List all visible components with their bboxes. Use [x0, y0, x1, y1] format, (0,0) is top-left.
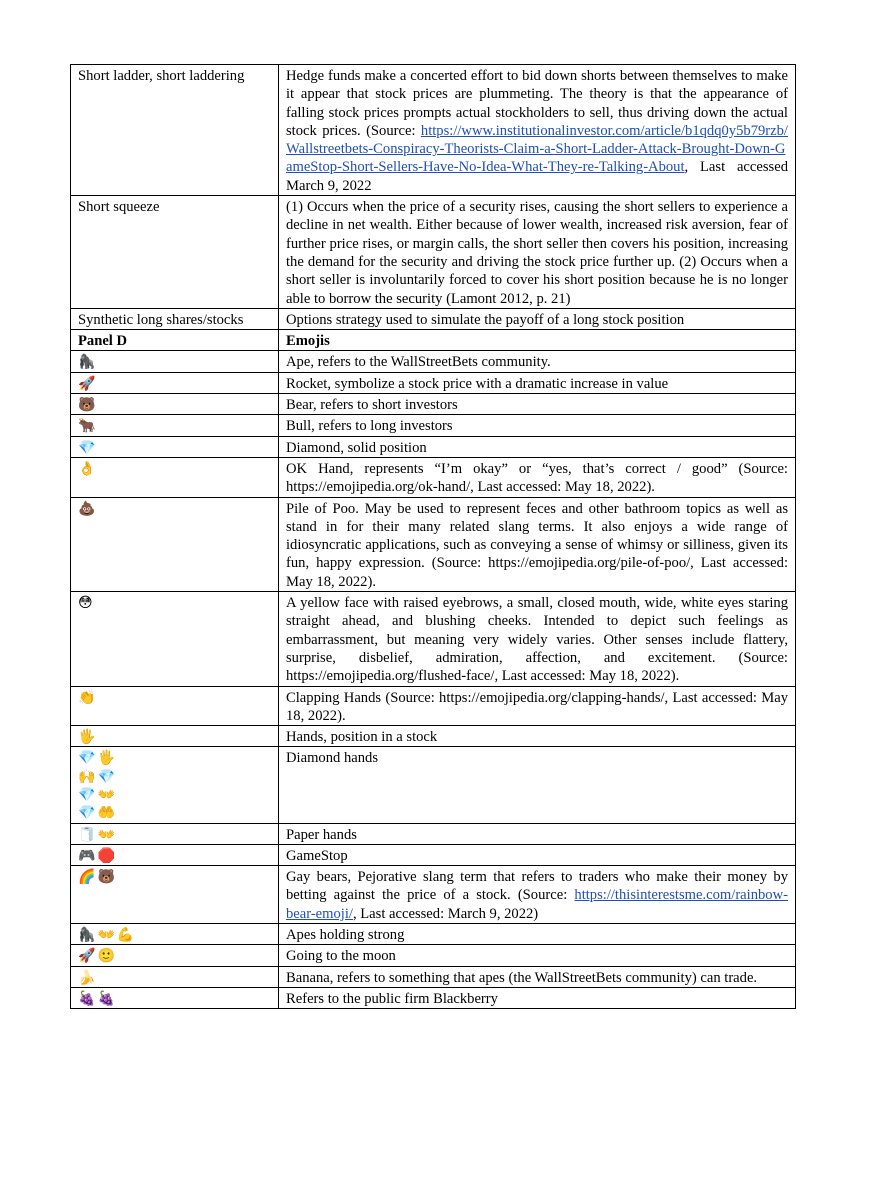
emoji-definition [279, 924, 796, 945]
emoji-icon: 🐂 [78, 418, 96, 435]
emoji-definition [279, 747, 796, 823]
table-row [71, 308, 796, 329]
emoji-line [78, 594, 271, 612]
emoji-definition [279, 987, 796, 1008]
emoji-cell [71, 457, 279, 497]
emoji-cell [71, 987, 279, 1008]
definition-text: Hands, position in a stock [286, 729, 438, 746]
emoji-icon: 🙂 [97, 948, 115, 965]
emoji-line [78, 786, 271, 804]
emoji-definition [279, 686, 796, 726]
emoji-definition [279, 372, 796, 393]
emoji-cell [71, 497, 279, 591]
emoji-row [71, 497, 796, 591]
emoji-row [71, 987, 796, 1008]
emoji-row [71, 351, 796, 372]
emoji-icon: 👐 [97, 786, 115, 803]
emoji-icon: 🚀 [78, 948, 96, 965]
emoji-row [71, 747, 796, 823]
term-cell: Short ladder, short laddering [71, 65, 279, 196]
emoji-line [78, 926, 271, 944]
emoji-icon: 💩 [78, 500, 96, 517]
emoji-definition [279, 436, 796, 457]
emoji-row [71, 394, 796, 415]
emoji-line [78, 947, 271, 965]
emoji-icon: 👏 [78, 689, 96, 706]
emoji-line [78, 969, 271, 987]
emoji-icon: 🧻 [78, 826, 96, 843]
emoji-row [71, 726, 796, 747]
emoji-icon: 👐 [97, 927, 115, 944]
emoji-icon: 👐 [97, 826, 115, 843]
emoji-definition [279, 945, 796, 966]
definition-text: Banana, refers to something that apes (the WallStreetBets community) can trade. [286, 969, 758, 986]
emoji-icon: 🚀 [78, 375, 96, 392]
emoji-cell [71, 592, 279, 686]
panel-header-row [71, 330, 796, 351]
emoji-line [78, 353, 271, 371]
emoji-icon: 🦍 [78, 927, 96, 944]
definition-text: Clapping Hands (Source: https://emojipedia.org/clapping-hands/, Last accessed: May 18, 2022). [286, 689, 788, 724]
emoji-row [71, 686, 796, 726]
emoji-icon: 🛑 [97, 847, 115, 864]
emoji-row [71, 966, 796, 987]
emoji-cell [71, 823, 279, 844]
emoji-line [78, 768, 271, 786]
emoji-definition [279, 351, 796, 372]
source-link[interactable]: https://www.institutionalinvestor.com/article/b1qdq0y5b79rzb/Wallstreetbets-Conspiracy-Theorists-Claim-a-Short-Ladder-Attack-Brought-Down-GameStop-Short-Sellers-Have-No-Idea-What-They-re-Talking-About [286, 122, 788, 176]
emoji-row [71, 945, 796, 966]
emoji-icon: 💪 [116, 927, 135, 944]
emoji-line [78, 749, 271, 767]
definition-text: Diamond, solid position [286, 439, 427, 456]
definition-text: Ape, refers to the WallStreetBets community. [286, 354, 551, 371]
definition-text: Gay bears, Pejorative slang term that refers to traders who make their money by betting against the price of a stock. (Source: [286, 869, 788, 904]
emoji-icon: 🍇 [97, 990, 115, 1007]
emoji-row [71, 844, 796, 865]
emoji-icon: 🎮 [78, 847, 96, 864]
emoji-cell [71, 747, 279, 823]
definition-text: Hedge funds make a concerted effort to bid down shorts between themselves to make it appear that stock prices are plummeting. The theory is that the appearance of falling stock prices prompts actual stockholders to sell, thus driving down the actual stock prices. (Source: [286, 68, 788, 139]
emoji-icon: 💎 [78, 786, 96, 803]
emoji-line [78, 439, 271, 457]
emoji-definition [279, 457, 796, 497]
emoji-icon: 🐻 [97, 869, 115, 886]
emoji-line [78, 689, 271, 707]
emoji-icon: 💎 [97, 768, 115, 785]
emoji-cell [71, 844, 279, 865]
emoji-cell [71, 924, 279, 945]
emoji-row [71, 924, 796, 945]
definition-text: OK Hand, represents “I’m okay” or “yes, that’s correct / good” (Source: https://emojipedia.org/ok-hand/, Last accessed: May 18, 2022). [286, 460, 788, 496]
emoji-cell [71, 686, 279, 726]
emoji-row [71, 372, 796, 393]
term-cell: Synthetic long shares/stocks [71, 308, 279, 329]
emoji-icon: 🖐 [78, 729, 96, 746]
emoji-icon: 🐻 [78, 397, 96, 414]
emoji-line [78, 500, 271, 518]
emoji-icon: 🌈 [78, 869, 96, 886]
emoji-cell [71, 436, 279, 457]
emoji-icon: 🍇 [78, 990, 96, 1007]
emoji-definition [279, 866, 796, 924]
emoji-cell [71, 415, 279, 436]
emoji-line [78, 460, 271, 478]
definition-text: , Last accessed March 9, 2022 [286, 159, 788, 194]
emoji-cell [71, 726, 279, 747]
emoji-icon: 💎 [78, 805, 96, 822]
source-link[interactable]: https://thisinterestsme.com/rainbow-bear-emoji/ [286, 887, 788, 922]
definition-text: GameStop [286, 847, 348, 864]
emoji-definition [279, 966, 796, 987]
emoji-line [78, 375, 271, 393]
emoji-row [71, 457, 796, 497]
emoji-definition [279, 592, 796, 686]
term-cell: Short squeeze [71, 196, 279, 309]
emoji-row [71, 592, 796, 686]
definition-text: A yellow face with raised eyebrows, a small, closed mouth, wide, white eyes staring straight ahead, and blushing cheeks. Intended to depict such feelings as embarrassment, but meaning very widely varies. Other senses include flattery, surprise, disbelief, admiration, affection, and excitement. (Source: https://emojipedia.org/flushed-face/, Last accessed: May 18, 2022). [286, 595, 788, 685]
definition-text: Paper hands [286, 826, 357, 843]
emoji-line [78, 728, 271, 746]
emoji-row [71, 823, 796, 844]
table-row [71, 196, 796, 309]
emoji-cell [71, 966, 279, 987]
emoji-line [78, 417, 271, 435]
emoji-row [71, 436, 796, 457]
emoji-row [71, 415, 796, 436]
emoji-cell [71, 945, 279, 966]
emoji-icon: 💎 [78, 439, 96, 456]
definition-cell: Options strategy used to simulate the payoff of a long stock position [279, 308, 796, 329]
definition-text: Apes holding strong [286, 927, 405, 944]
definition-text: Rocket, symbolize a stock price with a dramatic increase in value [286, 375, 669, 392]
definition-cell: (1) Occurs when the price of a security rises, causing the short sellers to experience a decline in net wealth. Either because of lower wealth, increased risk aversion, fear of further price rises, or margin calls, the short seller then covers his position, increasing the demand for the security and driving the stock price further up. (2) Occurs when a short seller is involuntarily forced to cover his short position because he is no longer able to borrow the security (Lamont 2012, p. 21) [279, 196, 796, 309]
emoji-line [78, 847, 271, 865]
emoji-icon: 😳 [78, 595, 93, 612]
emoji-line [78, 804, 271, 822]
emoji-cell [71, 866, 279, 924]
emoji-line [78, 826, 271, 844]
emoji-icon: 💎 [78, 750, 96, 767]
definition-text: Pile of Poo. May be used to represent feces and other bathroom topics as well as stand in for their many related slang terms. It also enjoys a wide range of idiosyncratic applications, such as conveying a sense of whimsy or silliness, given its fun, happy expression. (Source: https://emojipedia.org/pile-of-poo/, Last accessed: May 18, 2022). [286, 500, 788, 590]
emoji-icon: 🙌 [78, 768, 96, 785]
emoji-line [78, 990, 271, 1008]
definition-text: Refers to the public firm Blackberry [286, 990, 498, 1007]
emoji-definition [279, 726, 796, 747]
emoji-definition [279, 844, 796, 865]
table-row [71, 65, 796, 196]
definition-text: , Last accessed: March 9, 2022) [352, 905, 539, 922]
emoji-rows [71, 351, 796, 1009]
emoji-line [78, 868, 271, 886]
definition-text: Diamond hands [286, 750, 379, 767]
emoji-row [71, 866, 796, 924]
definition-text: Bear, refers to short investors [286, 397, 458, 414]
emoji-line [78, 396, 271, 414]
glossary-table [70, 64, 796, 1009]
emoji-icon: 🍌 [78, 969, 96, 986]
emoji-cell [71, 351, 279, 372]
definition-text: Going to the moon [286, 948, 396, 965]
emoji-icon: 🤲 [97, 805, 115, 822]
emoji-cell [71, 394, 279, 415]
panel-label: Panel D [71, 330, 279, 351]
emoji-definition [279, 415, 796, 436]
panel-title: Emojis [279, 330, 796, 351]
definition-text: Bull, refers to long investors [286, 418, 453, 435]
emoji-cell [71, 372, 279, 393]
emoji-icon: 🦍 [78, 354, 96, 371]
emoji-icon: 🖐 [97, 750, 115, 767]
emoji-definition [279, 394, 796, 415]
emoji-definition [279, 497, 796, 591]
emoji-definition [279, 823, 796, 844]
definition-cell [279, 65, 796, 196]
emoji-icon: 👌 [78, 460, 96, 477]
